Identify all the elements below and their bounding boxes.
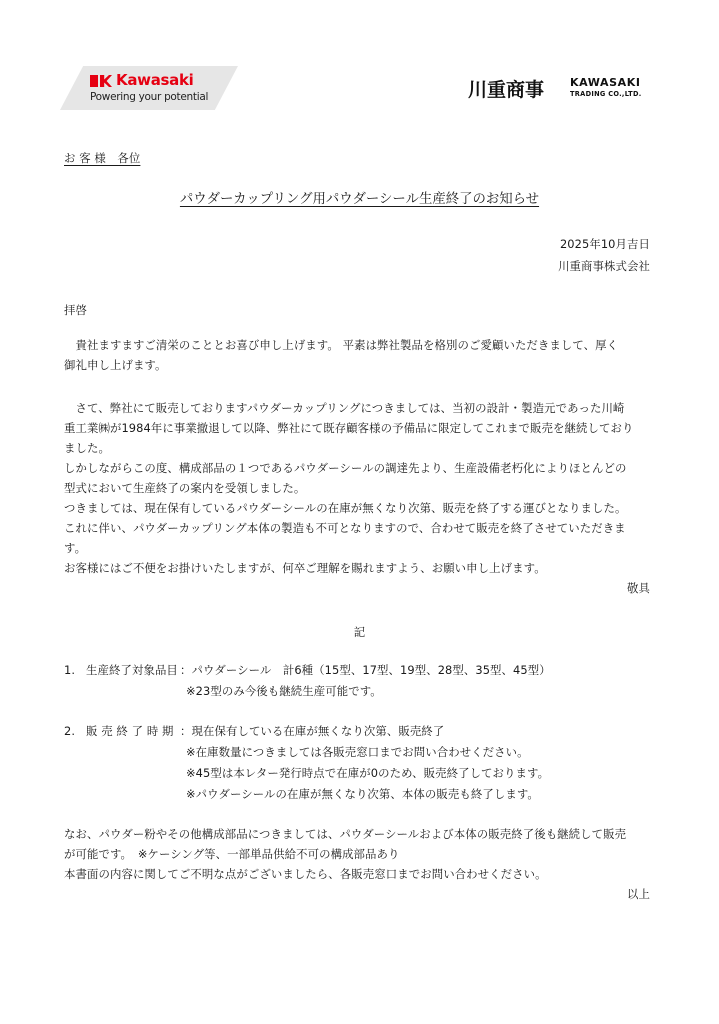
notice-title: パウダーカップリング用パウダーシール生産終了のお知らせ (179, 192, 540, 207)
trading-logo-en-line2: TRADING CO.,LTD. (570, 90, 642, 98)
kawasaki-mark-icon (90, 75, 112, 87)
footer-line: が可能です。 ※ケーシング等、一部単品供給不可の構成部品あり (64, 847, 400, 861)
trading-logo-en-line1: KAWASAKI (570, 76, 641, 89)
salutation: 拝啓 (64, 303, 87, 317)
body-line: ました。 (64, 441, 110, 455)
body-line: す。 (64, 541, 87, 555)
footer-line: なお、パウダー粉やその他構成部品につきましては、パウダーシールおよび本体の販売終了後も継続して販売 (64, 827, 627, 841)
item-number: 2. (64, 724, 76, 738)
body-line: これに伴い、パウダーカップリング本体の製造も不可となりますので、合わせて販売を終了させていただきま (64, 521, 626, 535)
issue-date: 2025年10月吉日 (559, 237, 650, 251)
item-value: ：現在保有している在庫が無くなり次第、販売終了 (180, 724, 445, 738)
item-note: ※23型のみ今後も継続生産可能です。 (186, 684, 382, 698)
item-note: ※45型は本レター発行時点で在庫が0のため、販売終了しております。 (186, 766, 550, 780)
item-number: 1. (64, 663, 76, 677)
body-line: 貴社ますますご清栄のこととお喜び申し上げます。 平素は弊社製品を格別のご愛顧いただきまして、厚く (64, 338, 619, 352)
closing-keigu: 敬具 (627, 581, 650, 595)
item-value: ：パウダーシール 計6種（15型、17型、19型、28型、35型、45型） (180, 663, 551, 677)
closing-ijo: 以上 (627, 887, 650, 901)
item-note: ※パウダーシールの在庫が無くなり次第、本体の販売も終了します。 (186, 787, 539, 801)
footer-line: 本書面の内容に関してご不明な点がございましたら、各販売窓口までお問い合わせください。 (64, 867, 547, 881)
kawasaki-tagline: Powering your potential (90, 91, 209, 103)
body-line: つきましては、現在保有しているパウダーシールの在庫が無くなり次第、販売を終了する運びとなりました。 (64, 501, 627, 515)
kawasaki-brand-text: Kawasaki (116, 71, 194, 89)
body-line: しかしながらこの度、構成部品の１つであるパウダーシールの調達先より、生産設備老朽化によりほとんどの (64, 461, 627, 475)
item-note: ※在庫数量につきましては各販売窓口までお問い合わせください。 (186, 745, 529, 759)
issuer-name: 川重商事株式会社 (558, 259, 650, 273)
body-line: 型式において生産終了の案内を受領しました。 (64, 481, 306, 495)
body-line: さて、弊社にて販売しておりますパウダーカップリングにつきましては、当初の設計・製造元であった川崎 (64, 401, 625, 415)
trading-logo-jp: 川重商事 (468, 79, 545, 101)
kawasaki-logo (60, 66, 238, 110)
body-line: お客様にはご不便をお掛けいたしますが、何卒ご理解を賜れますよう、お願い申し上げます。 (64, 561, 546, 575)
kawasaki-trading-logo (468, 74, 653, 104)
item-label: 販 売 終 了 時 期 (86, 724, 174, 738)
body-line: 御礼申し上げます。 (64, 358, 167, 372)
body-line: 重工業㈱が1984年に事業撤退して以降、弊社にて既存顧客様の予備品に限定してこれまで販売を継続しており (64, 421, 634, 435)
addressee: お 客 様 各位 (64, 151, 141, 165)
ki-heading: 記 (353, 625, 366, 639)
item-label: 生産終了対象品目 (86, 663, 178, 677)
